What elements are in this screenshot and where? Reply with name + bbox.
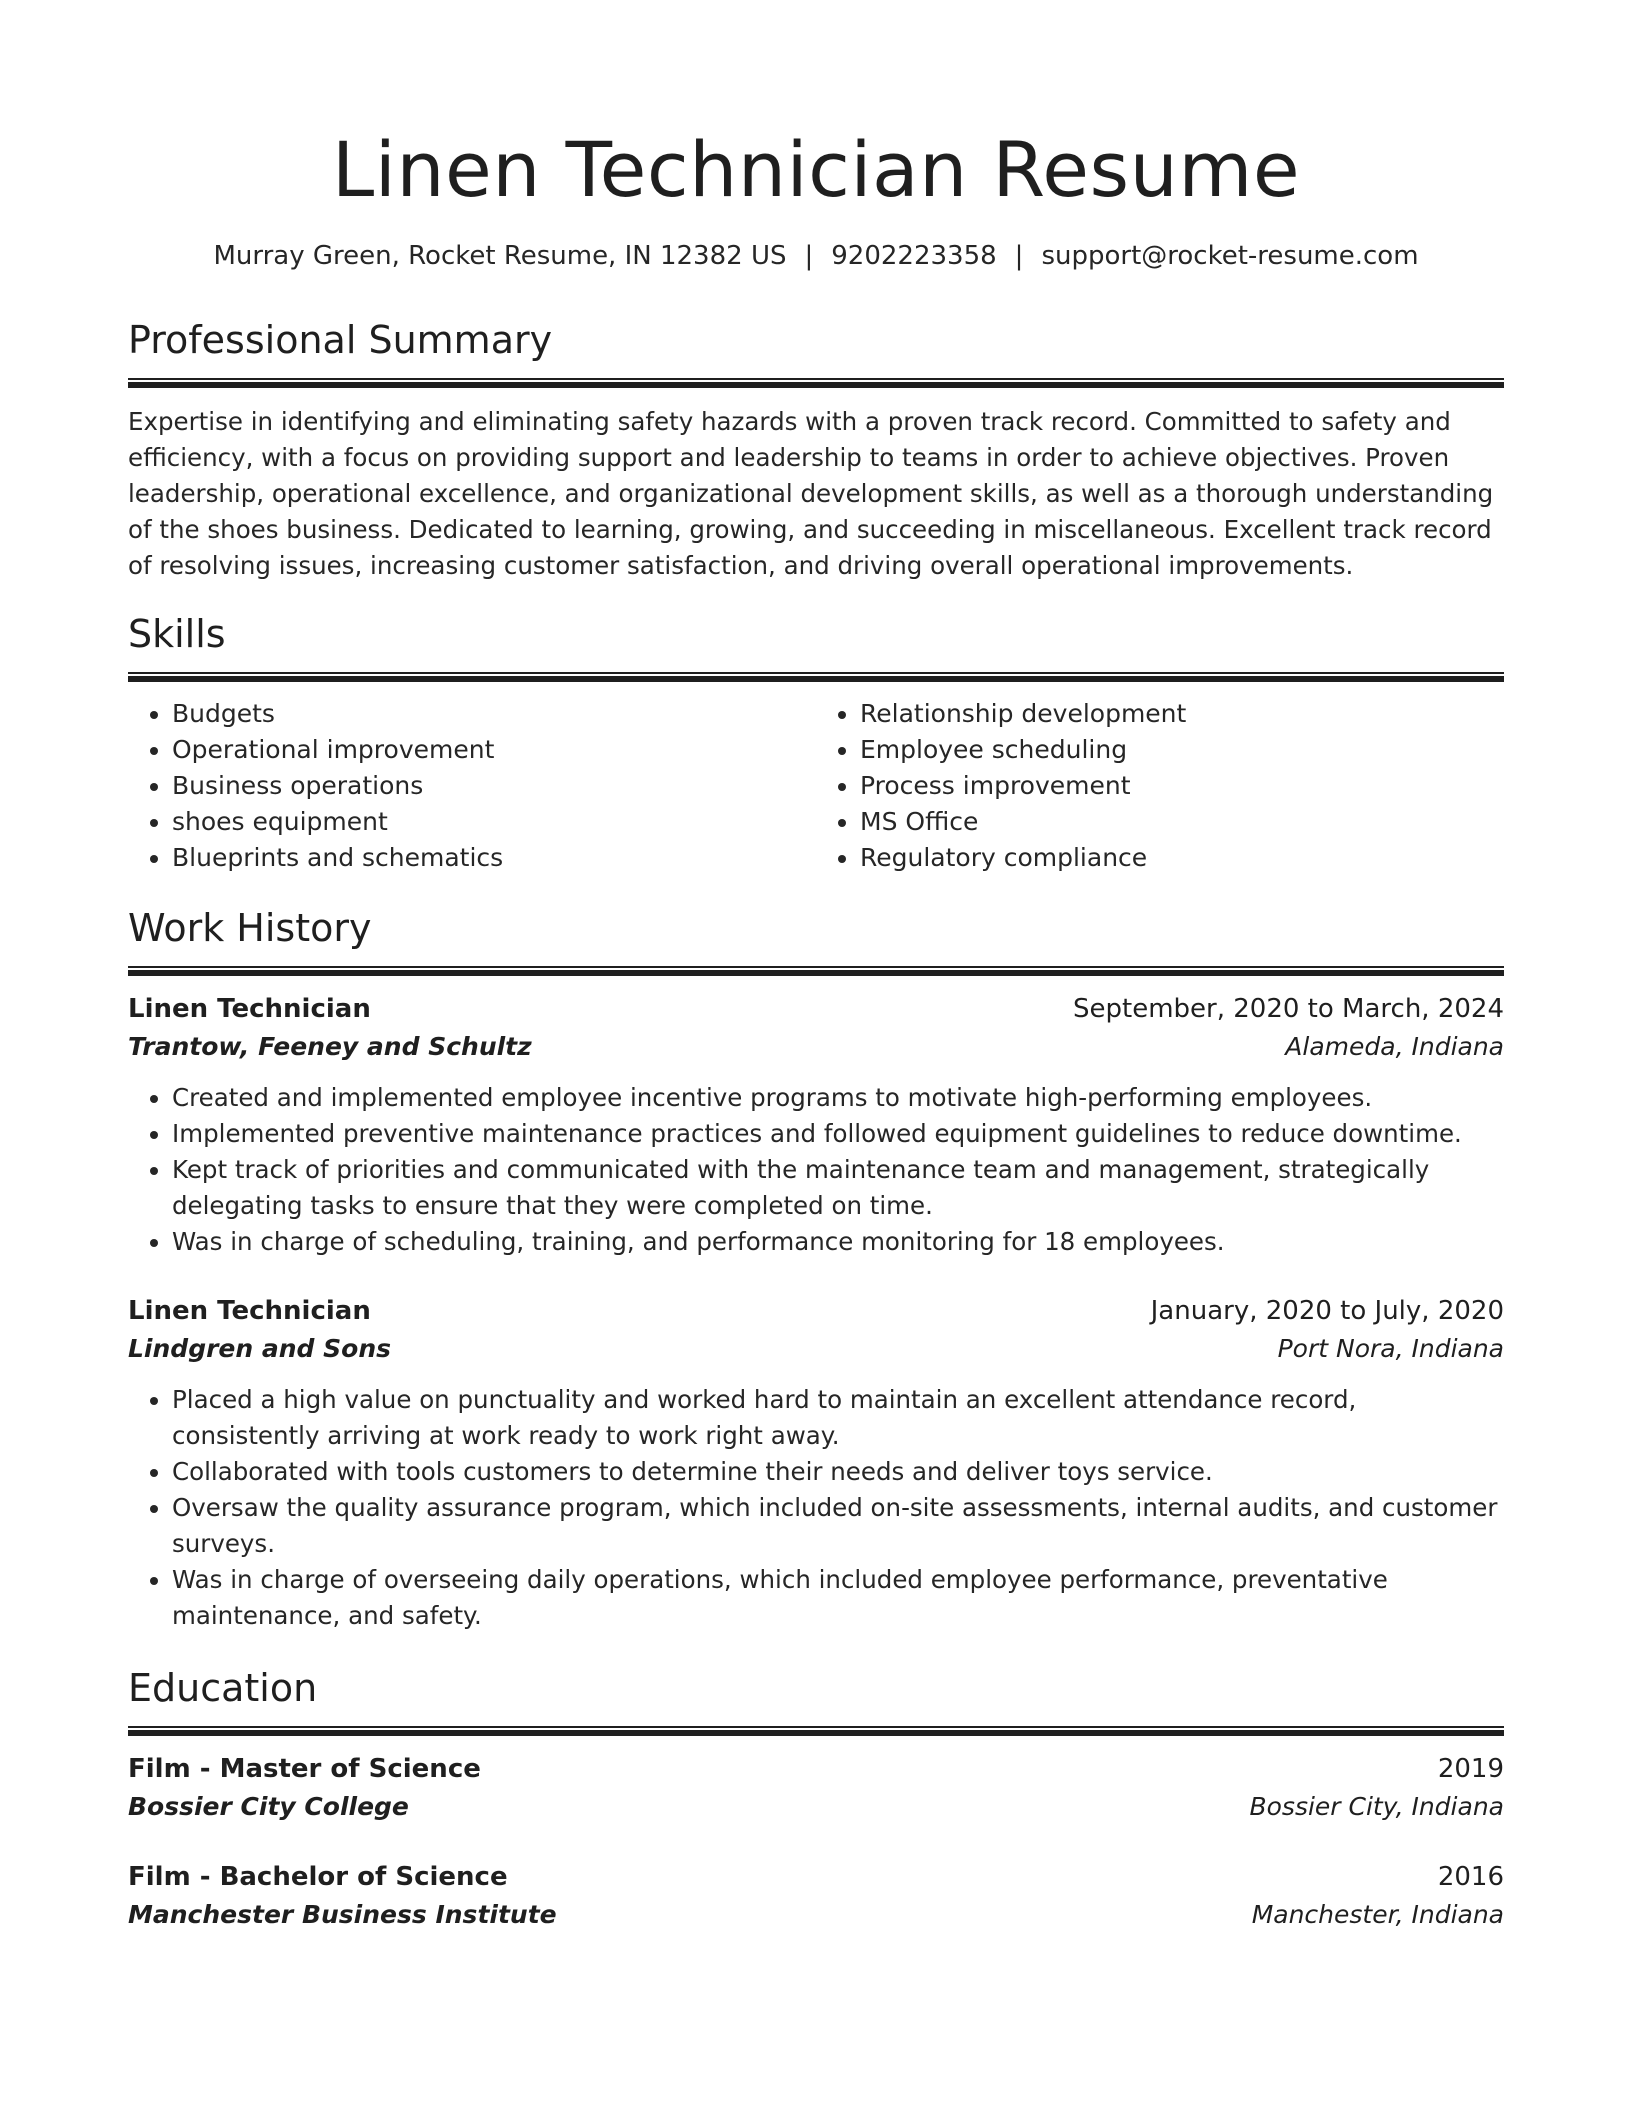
education-section: [128, 1664, 1504, 1934]
education-entry: [128, 1858, 1504, 1934]
education-header: [128, 1750, 1504, 1788]
summary-heading: Professional Summary: [128, 318, 553, 362]
job-company: Trantow, Feeney and Schultz: [128, 1032, 532, 1061]
education-subheader: [128, 1788, 1504, 1826]
education-entry: [128, 1750, 1504, 1826]
contact-address: Murray Green, Rocket Resume, IN 12382 US: [213, 241, 787, 271]
job-bullet: • Collaborated with tools customers to determine their needs and deliver toys service.: [172, 1454, 1504, 1490]
resume-title: Linen Technician Resume: [331, 125, 1301, 214]
skills-section: [128, 610, 1504, 876]
skills-right-column: [816, 696, 1504, 876]
education-subheader: [128, 1896, 1504, 1934]
job-dates: September, 2020 to March, 2024: [1073, 994, 1504, 1024]
job-header: [128, 990, 1504, 1028]
job-bullet: • Created and implemented employee incentive programs to motivate high-performing employees.: [172, 1080, 1504, 1116]
job-bullets: [128, 1080, 1504, 1260]
skills-heading: Skills: [128, 612, 226, 656]
section-divider: [128, 1726, 1504, 1736]
job-location: Port Nora, Indiana: [1277, 1334, 1504, 1363]
skill-item: • Operational improvement: [172, 732, 816, 768]
education-degree: Film - Master of Science: [128, 1754, 481, 1784]
job-bullet: • Was in charge of scheduling, training, and performance monitoring for 18 employees.: [172, 1224, 1504, 1260]
summary-text: Expertise in identifying and eliminating safety hazards with a proven track record. Committed to safety and efficiency, with a focus on providing support and leadership to teams in order to achieve objectives. Proven leadership, operational excellence, and organizational development skills, as well as a thorough understanding of the shoes business. Dedicated to learning, growing, and succeeding in miscellaneous. Excellent track record of resolving issues, increasing customer satisfaction, and driving overall operational improvements.: [128, 407, 1494, 580]
job-header: [128, 1292, 1504, 1330]
education-school: Manchester Business Institute: [128, 1900, 557, 1929]
education-year: 2016: [1437, 1862, 1504, 1892]
job-bullet: • Was in charge of overseeing daily operations, which included employee performance, preventative maintenance, and safety.: [172, 1562, 1504, 1634]
skill-item: • Employee scheduling: [860, 732, 1504, 768]
section-divider: [128, 966, 1504, 976]
skill-item: • shoes equipment: [172, 804, 816, 840]
section-divider: [128, 672, 1504, 682]
skill-item: • Regulatory compliance: [860, 840, 1504, 876]
skill-item: • Process improvement: [860, 768, 1504, 804]
job-location: Alameda, Indiana: [1285, 1032, 1504, 1061]
skills-left-column: [128, 696, 816, 876]
contact-separator: |: [1014, 241, 1024, 271]
education-location: Bossier City, Indiana: [1249, 1792, 1504, 1821]
skill-item: • Blueprints and schematics: [172, 840, 816, 876]
job-bullet: • Placed a high value on punctuality and worked hard to maintain an excellent attendance record, consistently arriving at work ready to work right away.: [172, 1382, 1504, 1454]
job-bullet: • Implemented preventive maintenance practices and followed equipment guidelines to reduce downtime.: [172, 1116, 1504, 1152]
work-history-section: [128, 904, 1504, 1634]
education-location: Manchester, Indiana: [1251, 1900, 1504, 1929]
work-history-heading: Work History: [128, 906, 372, 950]
resume-page: [128, 0, 1504, 1929]
job-company: Lindgren and Sons: [128, 1334, 392, 1363]
education-header: [128, 1858, 1504, 1896]
job-subheader: [128, 1028, 1504, 1066]
skill-item: • Business operations: [172, 768, 816, 804]
job-title: Linen Technician: [128, 1296, 371, 1326]
skill-item: • Budgets: [172, 696, 816, 732]
job-bullet: • Oversaw the quality assurance program, which included on-site assessments, internal audits, and customer surveys.: [172, 1490, 1504, 1562]
job-title: Linen Technician: [128, 994, 371, 1024]
summary-section: [128, 316, 1504, 584]
contact-separator: |: [804, 241, 814, 271]
job-entry: [128, 990, 1504, 1260]
job-bullet: • Kept track of priorities and communicated with the maintenance team and management, strategically delegating tasks to ensure that they were completed on time.: [172, 1152, 1504, 1224]
skill-item: • MS Office: [860, 804, 1504, 840]
job-bullets: [128, 1382, 1504, 1634]
education-year: 2019: [1437, 1754, 1504, 1784]
job-dates: January, 2020 to July, 2020: [1150, 1296, 1504, 1326]
contact-email[interactable]: support@rocket-resume.com: [1041, 241, 1419, 271]
job-subheader: [128, 1330, 1504, 1368]
education-heading: Education: [128, 1666, 318, 1710]
section-divider: [128, 378, 1504, 388]
contact-line: [128, 238, 1504, 274]
education-degree: Film - Bachelor of Science: [128, 1862, 508, 1892]
skill-item: • Relationship development: [860, 696, 1504, 732]
skills-columns: [128, 696, 1504, 876]
contact-phone: 9202223358: [831, 241, 997, 271]
job-entry: [128, 1292, 1504, 1634]
education-school: Bossier City College: [128, 1792, 409, 1821]
